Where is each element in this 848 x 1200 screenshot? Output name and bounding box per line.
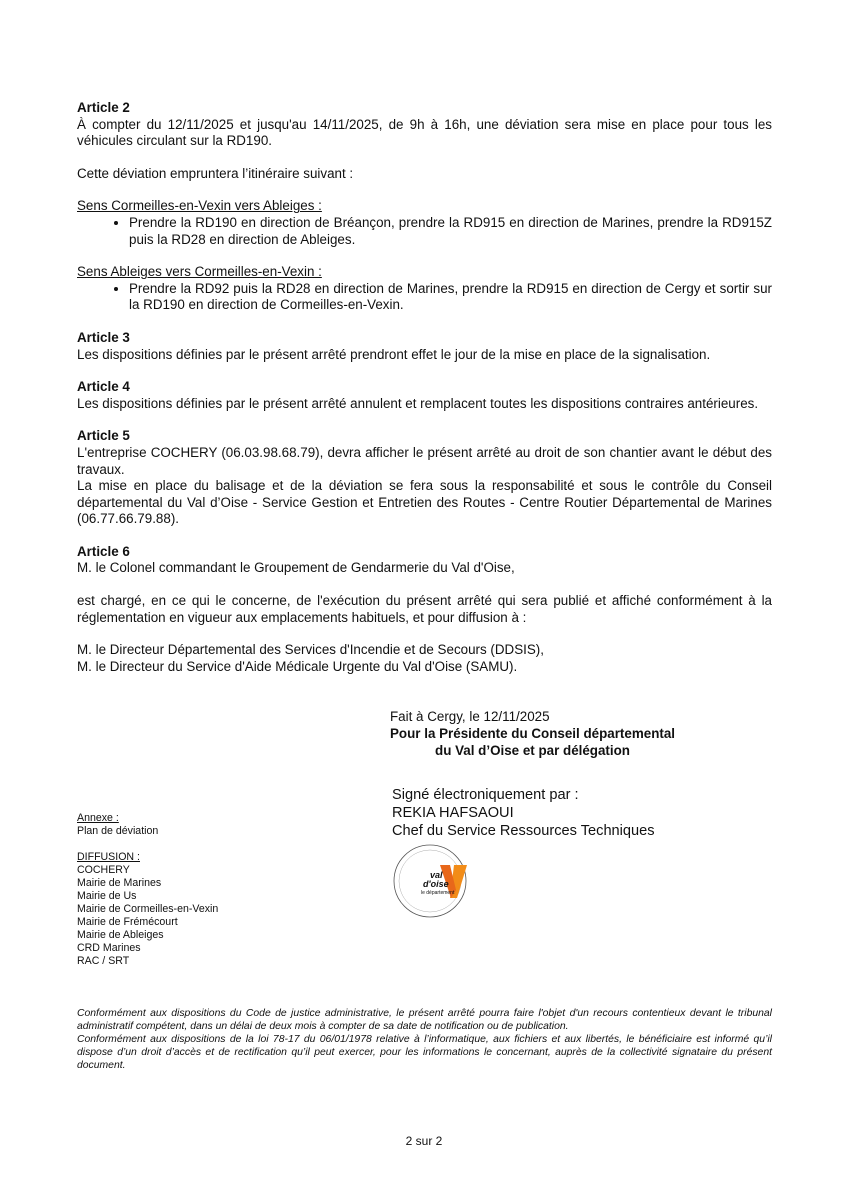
itinerary-intro: Cette déviation empruntera l’itinéraire suivant : — [77, 165, 354, 181]
signed-by-label: Signé électroniquement par : — [392, 787, 579, 803]
recipient-1: M. le Directeur Départemental des Services d'Incendie et de Secours (DDSIS), — [77, 642, 544, 658]
article-5-text-1: L'entreprise COCHERY (06.03.98.68.79), devra afficher le présent arrêté au droit de son chantier avant le début des travaux. — [77, 444, 772, 477]
diffusion-item: Mairie de Cormeilles-en-Vexin — [77, 903, 219, 915]
article-2-text: À compter du 12/11/2025 et jusqu'au 14/11/2025, de 9h à 16h, une déviation sera mise en place pour tous les véhicules circulant sur la RD190. — [77, 116, 772, 149]
annex-heading: Annexe : — [77, 812, 119, 824]
signature-line-1: Pour la Présidente du Conseil départemental — [390, 726, 675, 741]
legal-text-1: Conformément aux dispositions du Code de justice administrative, le présent arrêté pourra faire l'objet d'un recours contentieux devant le tribunal administratif compétent, dans un délai de deux mois à compter de sa date de notification ou de publication. — [77, 1008, 772, 1032]
val-doise-stamp-logo — [390, 840, 480, 920]
annex-item: Plan de déviation — [77, 825, 159, 837]
electronic-signature — [392, 786, 655, 840]
place-date: Fait à Cergy, le 12/11/2025 — [390, 709, 550, 724]
diffusion-item: RAC / SRT — [77, 955, 130, 967]
diffusion-item: CRD Marines — [77, 942, 141, 954]
article-2-title: Article 2 — [77, 100, 130, 115]
article-4-text: Les dispositions définies par le présent arrêté annulent et remplacent toutes les dispositions contraires antérieures. — [77, 395, 759, 411]
article-3-text: Les dispositions définies par le présent arrêté prendront effet le jour de la mise en place de la signalisation. — [77, 346, 711, 362]
article-6-text-2: est chargé, en ce qui le concerne, de l'exécution du présent arrêté qui sera publié et affiché conformément à la réglementation en vigueur aux emplacements habituels, et pour diffusion à : — [77, 593, 772, 625]
route-2-item: • Prendre la RD92 puis la RD28 en direction de Marines, prendre la RD915 en direction de Cergy et sortir sur la RD190 en direction de Cormeilles-en-Vexin. — [129, 281, 772, 314]
article-6-text-1: M. le Colonel commandant le Groupement de Gendarmerie du Val d'Oise, — [77, 560, 515, 576]
diffusion-item: Mairie de Us — [77, 890, 137, 902]
annex-section — [77, 812, 158, 838]
document-body — [77, 100, 772, 675]
route-2-list — [77, 281, 772, 314]
article-5-title: Article 5 — [77, 428, 130, 444]
route-1-heading: Sens Cormeilles-en-Vexin vers Ableiges : — [77, 198, 322, 214]
route-1-item: • Prendre la RD190 en direction de Bréançon, prendre la RD915 en direction de Marines, prendre la RD915Z puis la RD28 en direction de Ableiges. — [129, 215, 772, 248]
page-number: 2 sur 2 — [405, 1134, 443, 1148]
signer-name: REKIA HAFSAOUI — [392, 805, 514, 821]
signer-role: Chef du Service Ressources Techniques — [392, 823, 655, 839]
recipient-2: M. le Directeur du Service d'Aide Médicale Urgente du Val d'Oise (SAMU). — [77, 658, 518, 674]
stamp-logo-line-2: d'oise — [423, 879, 449, 889]
diffusion-item: Mairie de Marines — [77, 877, 162, 889]
route-2-heading: Sens Ableiges vers Cormeilles-en-Vexin : — [77, 264, 322, 280]
signature-block — [390, 708, 675, 759]
stamp-logo-line-3: le département — [421, 890, 455, 896]
article-3-title: Article 3 — [77, 329, 130, 345]
diffusion-item: Mairie de Frémécourt — [77, 916, 178, 928]
article-5-text-2: La mise en place du balisage et de la déviation se fera sous la responsabilité et sous le contrôle du Conseil départemental du Val d’Oise - Service Gestion et Entretien des Routes - Centre Routier Départemental de Marines (06.77.66.79.88). — [77, 478, 772, 527]
legal-text-2: Conformément aux dispositions de la loi 78-17 du 06/01/1978 relative à l’informatique, aux fichiers et aux libertés, le bénéficiaire est informé qu’il dispose d’un droit d’accès et de rectification qu’il peut exercer, pour les informations le concernant, auprès de la collectivité signataire du présent document. — [77, 1034, 772, 1071]
diffusion-heading: DIFFUSION : — [77, 851, 140, 863]
diffusion-item: COCHERY — [77, 864, 130, 876]
article-6-title: Article 6 — [77, 543, 130, 559]
article-4-title: Article 4 — [77, 379, 130, 395]
legal-notice — [77, 1007, 772, 1072]
signature-line-2: du Val d’Oise et par délégation — [435, 743, 630, 758]
route-1-list — [77, 215, 772, 248]
stamp-logo-line-1: val — [430, 870, 443, 880]
diffusion-section — [77, 851, 218, 968]
diffusion-item: Mairie de Ableiges — [77, 929, 164, 941]
